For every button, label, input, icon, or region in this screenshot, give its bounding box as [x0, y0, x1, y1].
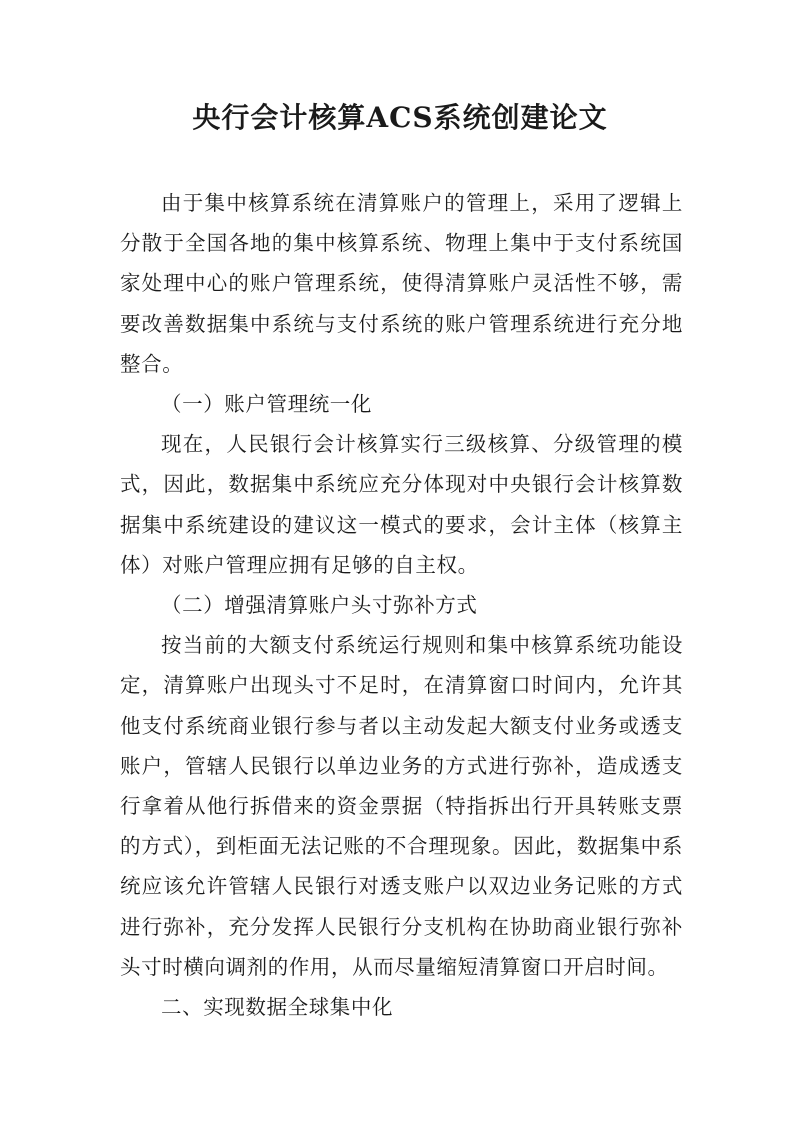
paragraph-account-management: 现在，人民银行会计核算实行三级核算、分级管理的模式，因此，数据集中系统应充分体现对中央银行会计核算数据集中系统建设的建议这一模式的要求，会计主体（核算主体）对账户管理应拥有足够的自主权。 — [120, 432, 683, 577]
paragraph-intro: 由于集中核算系统在清算账户的管理上，采用了逻辑上分散于全国各地的集中核算系统、物理上集中于支付系统国家处理中心的账户管理系统，使得清算账户灵活性不够，需要改善数据集中系统与支付系统的账户管理系统进行充分地整合。 — [120, 191, 683, 376]
document-body — [120, 183, 683, 1027]
section-heading-account-management: （一）账户管理统一化 — [161, 392, 372, 417]
section-heading-position-replenishment: （二）增强清算账户头寸弥补方式 — [161, 593, 478, 618]
document-title: 央行会计核算ACS系统创建论文 — [192, 101, 608, 134]
section-heading-data-centralization: 二、实现数据全球集中化 — [161, 995, 394, 1020]
paragraph-position-replenishment: 按当前的大额支付系统运行规则和集中核算系统功能设定，清算账户出现头寸不足时，在清算窗口时间内，允许其他支付系统商业银行参与者以主动发起大额支付业务或透支账户，管辖人民银行以单边业务的方式进行弥补，造成透支行拿着从他行拆借来的资金票据（特指拆出行开具转账支票的方式），到柜面无法记账的不合理现象。因此，数据集中系统应该允许管辖人民银行对透支账户以双边业务记账的方式进行弥补，充分发挥人民银行分支机构在协助商业银行弥补头寸时横向调剂的作用，从而尽量缩短清算窗口开启时间。 — [120, 633, 683, 979]
